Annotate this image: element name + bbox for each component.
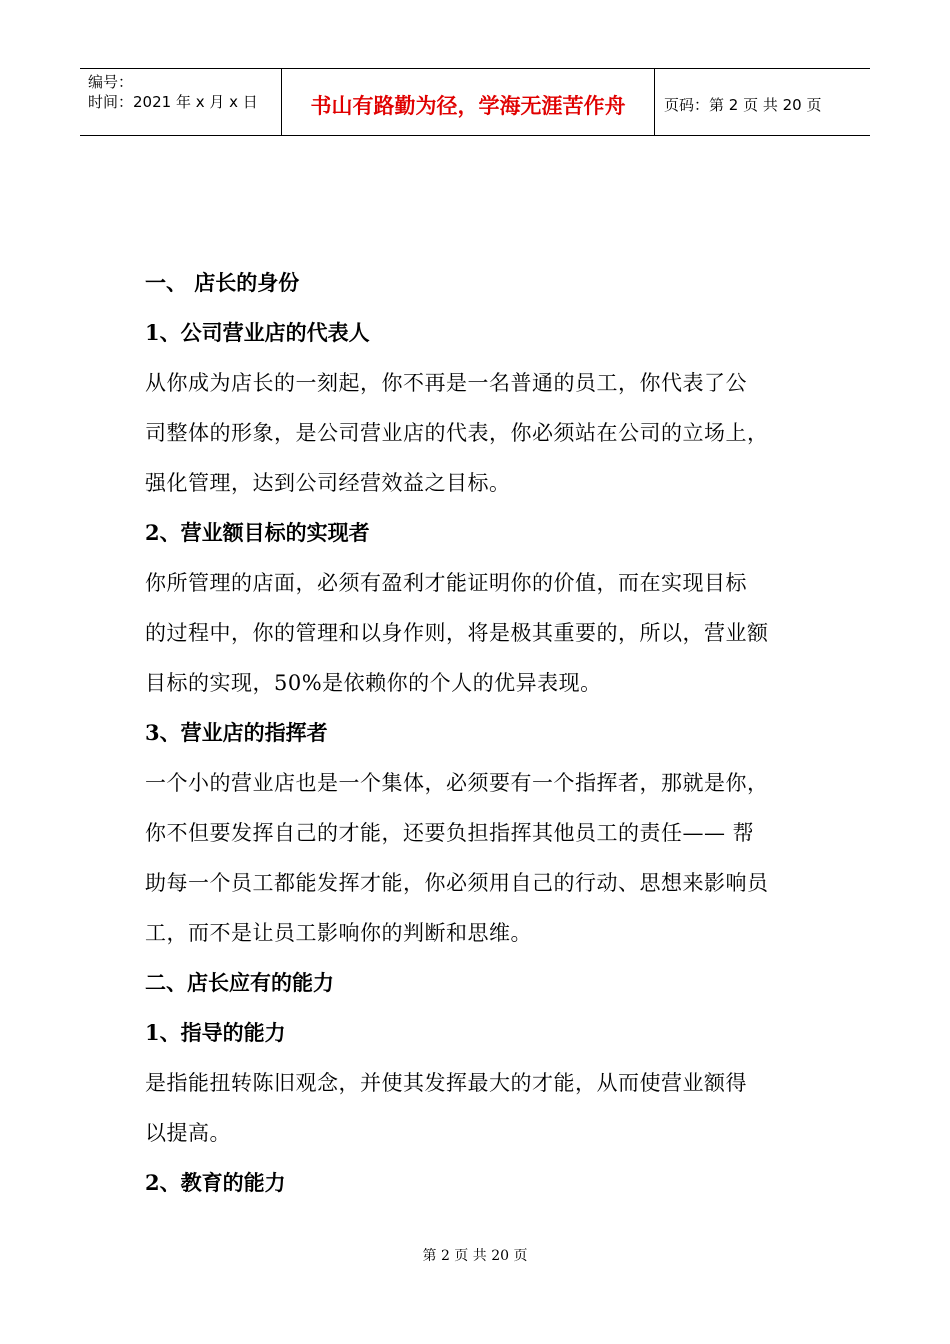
header-date-label: 时间：2021 年 x 月 x 日 [88,93,258,111]
body-line: 助每一个员工都能发挥才能，你必须用自己的行动、思想来影响员 [145,871,769,895]
header-meta [80,69,282,135]
section-heading: 二、店长应有的能力 [145,970,334,995]
body-line: 目标的实现，50%是依赖你的个人的优异表现。 [145,671,602,695]
subsection-heading: 1、指导的能力 [145,1020,286,1045]
body-line: 以提高。 [145,1121,231,1145]
subsection-heading: 1、公司营业店的代表人 [145,320,370,345]
header-page-info: 页码：第 2 页 共 20 页 [664,95,822,114]
body-line: 强化管理，达到公司经营效益之目标。 [145,471,511,495]
body-line: 司整体的形象，是公司营业店的代表，你必须站在公司的立场上， [145,421,769,445]
header-number-label: 编号： [88,73,134,91]
body-line: 你所管理的店面，必须有盈利才能证明你的价值，而在实现目标 [145,571,747,595]
section-heading: 一、 店长的身份 [145,270,300,295]
subsection-heading: 3、营业店的指挥者 [145,720,328,745]
document-body [145,258,825,1208]
document-header [80,68,870,136]
subsection-heading: 2、营业额目标的实现者 [145,520,370,545]
subsection-heading: 2、教育的能力 [145,1170,286,1195]
body-line: 工，而不是让员工影响你的判断和思维。 [145,921,532,945]
body-line: 从你成为店长的一刻起，你不再是一名普通的员工，你代表了公 [145,371,747,395]
page-footer: 第 2 页 共 20 页 [422,1248,528,1264]
body-line: 的过程中，你的管理和以身作则，将是极其重要的，所以，营业额 [145,621,769,645]
body-line: 一个小的营业店也是一个集体，必须要有一个指挥者，那就是你， [145,771,769,795]
body-line: 你不但要发挥自己的才能，还要负担指挥其他员工的责任—— 帮 [145,821,755,845]
body-line: 是指能扭转陈旧观念，并使其发挥最大的才能，从而使营业额得 [145,1071,747,1095]
header-motto: 书山有路勤为径，学海无涯苦作舟 [282,69,655,135]
